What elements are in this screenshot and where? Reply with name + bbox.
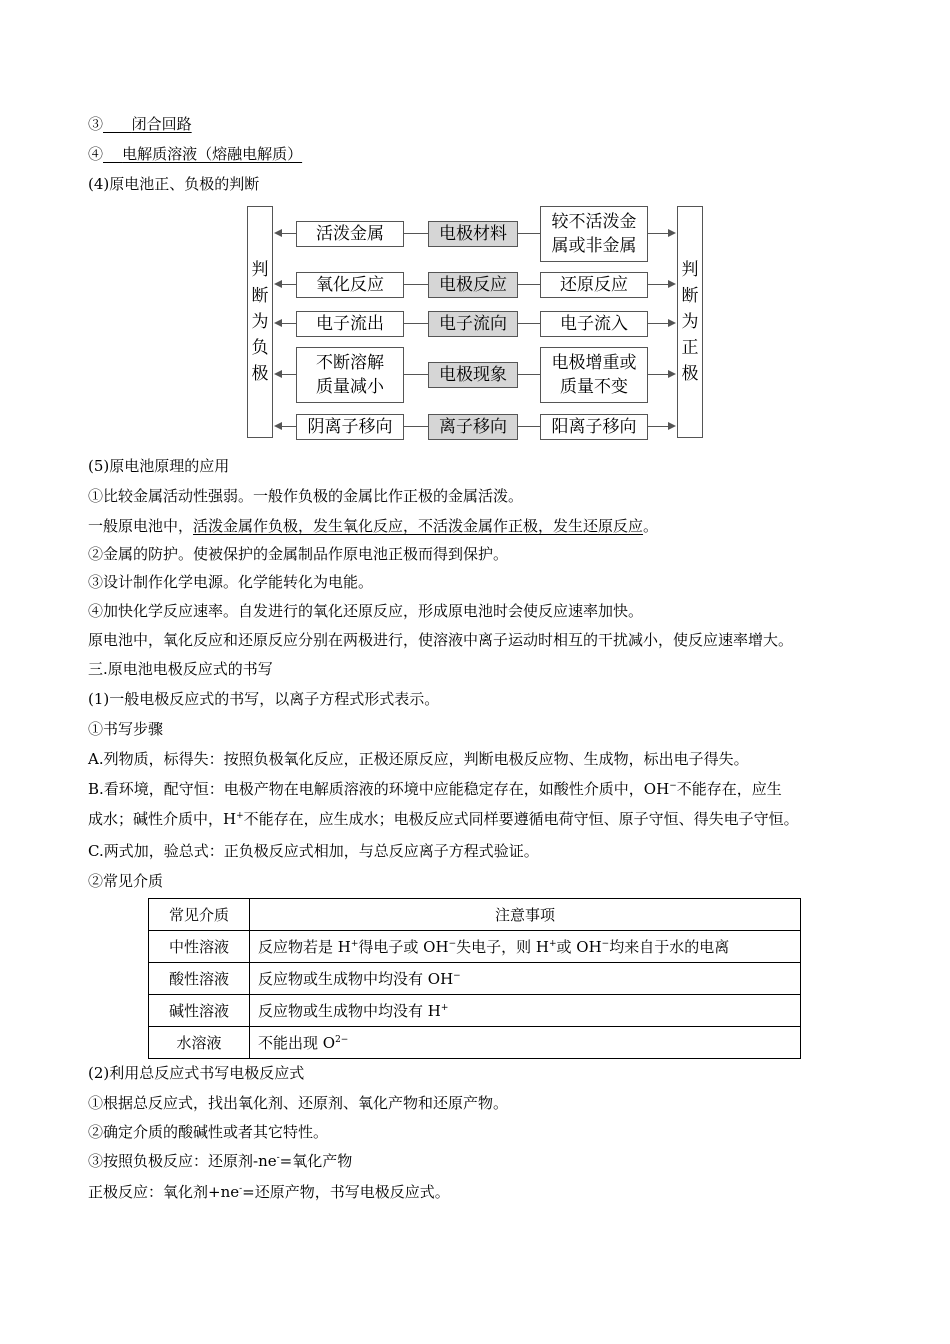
row3-criterion-box: 电子流向 <box>428 311 518 337</box>
connector-line <box>518 426 540 427</box>
table-header-cell: 常见介质 <box>149 899 250 931</box>
connector-line <box>280 284 296 285</box>
arrow-right-icon <box>668 422 676 430</box>
row2-criterion-box: 电极反应 <box>428 272 518 298</box>
item-3-text: 闭合回路 <box>131 115 192 133</box>
paragraph: ④加快化学反应速率。自发进行的氧化还原反应，形成原电池时会使反应速率加快。 <box>88 602 644 620</box>
paragraph: A.列物质，标得失：按照负极氧化反应，正极还原反应，判断电极反应物、生成物，标出电子得失。 <box>88 750 749 768</box>
paragraph: ①根据总反应式，找出氧化剂、还原剂、氧化产物和还原产物。 <box>88 1094 509 1112</box>
paragraph: ②金属的防护。使被保护的金属制品作原电池正极而得到保护。 <box>88 545 509 563</box>
row1-negative-box: 活泼金属 <box>296 221 404 247</box>
row5-criterion-box: 离子移向 <box>428 414 518 440</box>
arrow-right-icon <box>668 319 676 327</box>
paragraph: 成水；碱性介质中，H+不能存在，应生成水；电极反应式同样要遵循电荷守恒、原子守恒、得失电子守恒。 <box>88 810 799 828</box>
negative-label-box: 判 断 为 负 极 <box>247 206 273 438</box>
row3-negative-box: 电子流出 <box>296 311 404 337</box>
table-cell: 碱性溶液 <box>149 995 250 1027</box>
paragraph: ②常见介质 <box>88 872 164 890</box>
item-4-text: 电解质溶液（熔融电解质） <box>122 145 303 163</box>
connector-line <box>404 323 428 324</box>
table-cell: 反应物若是 H+得电子或 OH−失电子，则 H+或 OH−均来自于水的电离 <box>250 931 801 963</box>
table-cell: 中性溶液 <box>149 931 250 963</box>
row1-positive-box: 较不活泼金 属或非金属 <box>540 206 648 262</box>
table-cell: 反应物或生成物中均没有 OH− <box>250 963 801 995</box>
underlined-key-point: 活泼金属作负极，发生氧化反应，不活泼金属作正极，发生还原反应 <box>193 517 644 535</box>
table-cell: 水溶液 <box>149 1027 250 1059</box>
paragraph: 正极反应：氧化剂+ne-=还原产物，书写电极反应式。 <box>88 1183 450 1201</box>
row5-positive-box: 阳离子移向 <box>540 414 648 440</box>
row4-negative-box: 不断溶解 质量减小 <box>296 347 404 403</box>
connector-line <box>404 233 428 234</box>
section-4-heading: (4)原电池正、负极的判断 <box>88 175 260 193</box>
table-row <box>149 1027 801 1059</box>
table-cell: 不能出现 $O^{2-}$ <box>250 1027 801 1059</box>
paragraph: C.两式加，验总式：正负极反应式相加，与总反应离子方程式验证。 <box>88 842 539 860</box>
table-header-row <box>149 899 801 931</box>
section-3-heading: 三.原电池电极反应式的书写 <box>88 660 273 678</box>
connector-line <box>280 426 296 427</box>
row5-negative-box: 阴离子移向 <box>296 414 404 440</box>
paragraph: ③设计制作化学电源。化学能转化为电能。 <box>88 573 374 591</box>
paragraph: (1)一般电极反应式的书写，以离子方程式形式表示。 <box>88 690 440 708</box>
table-cell: 酸性溶液 <box>149 963 250 995</box>
connector-line <box>518 233 540 234</box>
row3-positive-box: 电子流入 <box>540 311 648 337</box>
connector-line <box>518 284 540 285</box>
row2-negative-box: 氧化反应 <box>296 272 404 298</box>
connector-line <box>280 374 296 375</box>
paragraph: 一般原电池中，活泼金属作负极，发生氧化反应，不活泼金属作正极，发生还原反应。 <box>88 517 659 535</box>
connector-line <box>648 284 668 285</box>
media-table <box>148 898 801 1059</box>
electrode-judgement-diagram <box>247 204 705 440</box>
paragraph: ②确定介质的酸碱性或者其它特性。 <box>88 1123 329 1141</box>
paragraph: ③按照负极反应：还原剂-ne-=氧化产物 <box>88 1152 353 1170</box>
table-header-cell: 注意事项 <box>250 899 801 931</box>
connector-line <box>404 426 428 427</box>
connector-line <box>648 374 668 375</box>
item-4: ④ 电解质溶液（熔融电解质） <box>88 145 303 163</box>
connector-line <box>280 323 296 324</box>
connector-line <box>404 374 428 375</box>
row2-positive-box: 还原反应 <box>540 272 648 298</box>
row1-criterion-box: 电极材料 <box>428 221 518 247</box>
positive-label-box: 判 断 为 正 极 <box>677 206 703 438</box>
connector-line <box>280 233 296 234</box>
paragraph: 原电池中，氧化反应和还原反应分别在两极进行，使溶液中离子运动时相互的干扰减小，使反应速率增大。 <box>88 631 794 649</box>
item-3: ③ 闭合回路 <box>88 115 192 133</box>
table-row <box>149 995 801 1027</box>
section-2-heading: (2)利用总反应式书写电极反应式 <box>88 1064 305 1082</box>
row4-positive-box: 电极增重或 质量不变 <box>540 347 648 403</box>
arrow-right-icon <box>668 280 676 288</box>
paragraph: B.看环境，配守恒：电极产物在电解质溶液的环境中应能稳定存在，如酸性介质中，OH−不能存在，应生 <box>88 780 782 798</box>
table-row <box>149 931 801 963</box>
paragraph: ①比较金属活动性强弱。一般作负极的金属比作正极的金属活泼。 <box>88 487 524 505</box>
table-cell: 反应物或生成物中均没有 H+ <box>250 995 801 1027</box>
connector-line <box>404 284 428 285</box>
connector-line <box>648 323 668 324</box>
paragraph: ①书写步骤 <box>88 720 164 738</box>
connector-line <box>648 426 668 427</box>
connector-line <box>518 323 540 324</box>
arrow-right-icon <box>668 229 676 237</box>
connector-line <box>648 233 668 234</box>
arrow-right-icon <box>668 370 676 378</box>
row4-criterion-box: 电极现象 <box>428 362 518 388</box>
section-5-heading: (5)原电池原理的应用 <box>88 457 230 475</box>
table-row <box>149 963 801 995</box>
connector-line <box>518 374 540 375</box>
